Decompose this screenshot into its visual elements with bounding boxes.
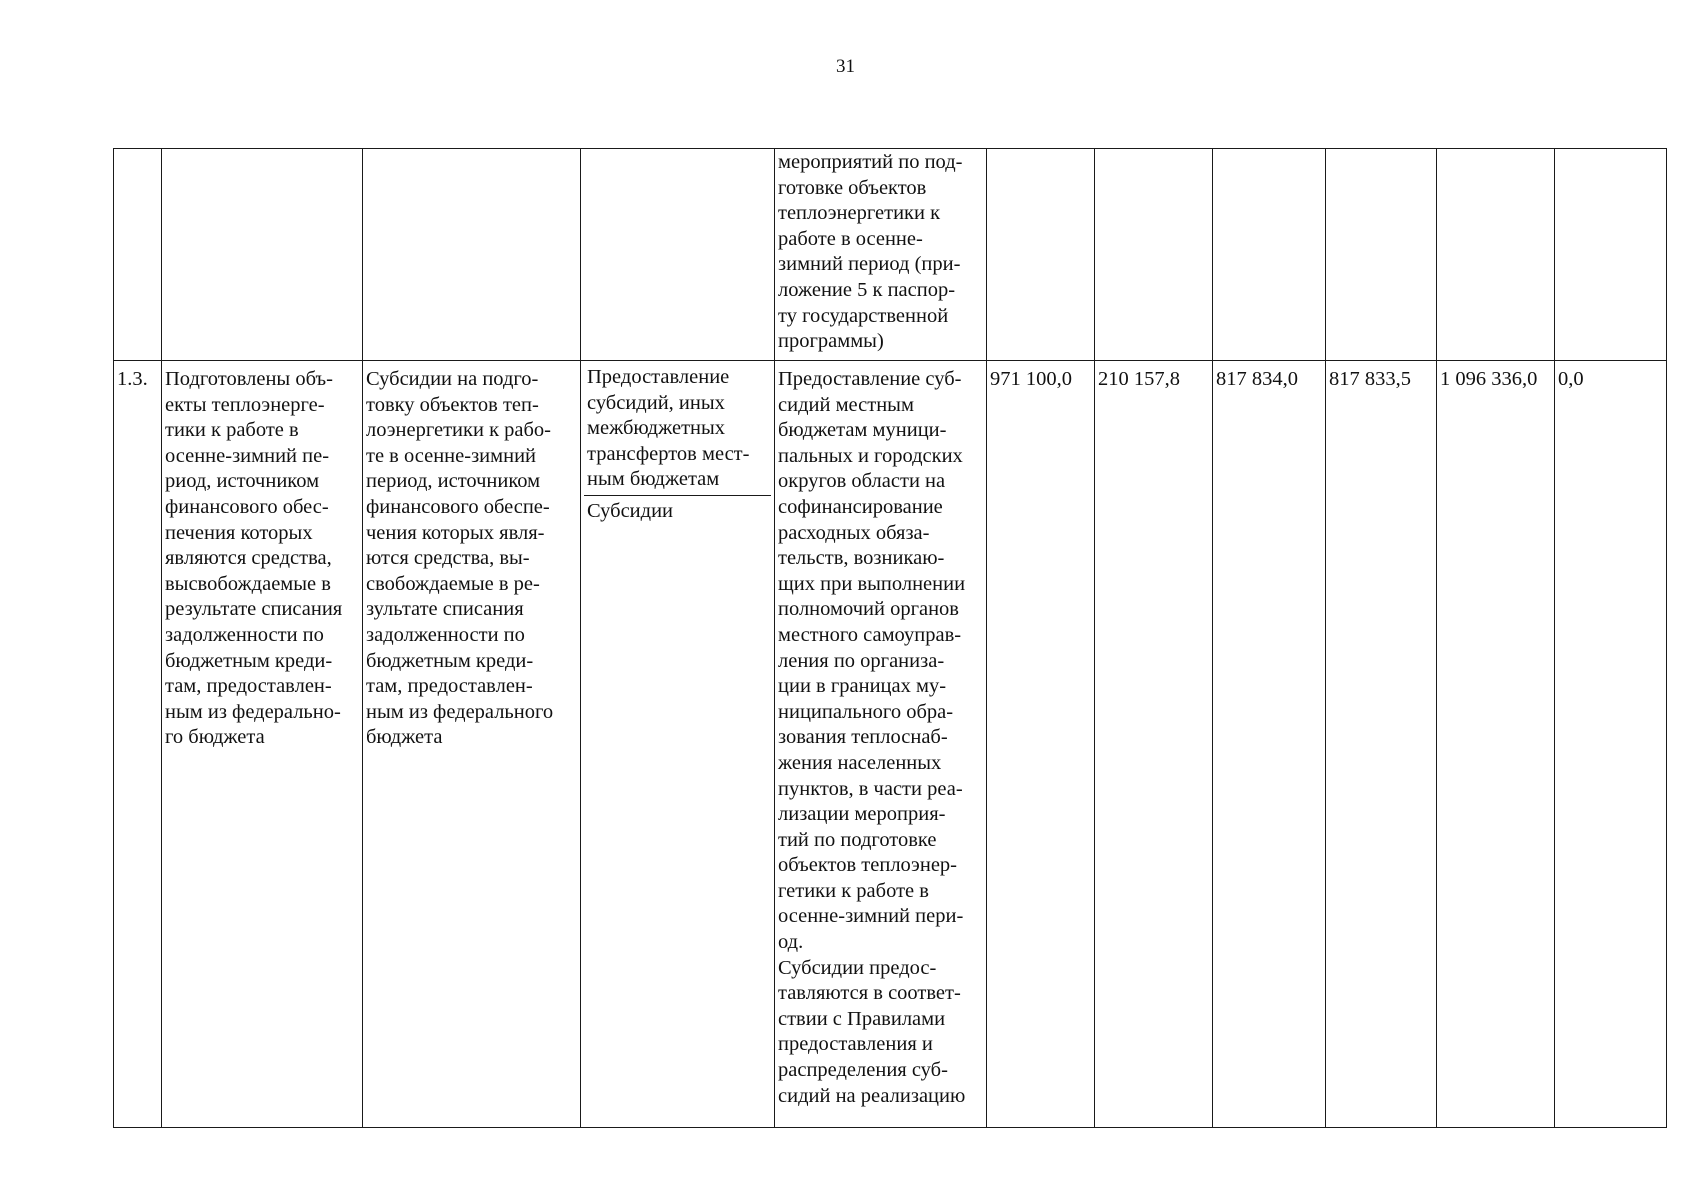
cell-type-bottom: Субсидии (587, 499, 674, 522)
cell-value: 817 833,5 (1326, 361, 1437, 1128)
cell-number (114, 149, 162, 361)
cell-value: 210 157,8 (1095, 361, 1213, 1128)
cell-name: Субсидии на подго- товку объектов теп- лоэнергетики к рабо- те в осенне-зимний период, источником финансового обеспе- чения которых явля- ются средства, вы- свобождаемые в ре- зультате списания задолженности по бюджетным креди- там, предоставлен- ным из федерального бюджета (363, 361, 581, 1128)
cell-description: Предоставление суб- сидий местным бюджетам муници- пальных и городских округов области на софинансирование расходных обяза- тельств, возникаю- щих при выполнении полномочий органов местного самоуправ- ления по организа- ции в границах му- ниципального обра- зования теплоснаб- жения населенных пунктов, в части реа- лизации мероприя- тий по подготовке объектов теплоэнер- гетики к работе в осенне-зимний пери- од. Субсидии предос- тавляются в соответ- ствии с Правилами предоставления и распределения суб- сидий на реализацию (775, 361, 987, 1128)
cell-value (1213, 149, 1326, 361)
cell-type (581, 149, 775, 361)
page-number: 31 (836, 56, 855, 77)
table-row-continuation (114, 149, 1667, 361)
cell-value: 1 096 336,0 (1437, 361, 1555, 1128)
cell-description: мероприятий по под- готовке объектов теплоэнергетики к работе в осенне- зимний период (при- ложение 5 к паспор- ту государственной программы) (775, 149, 987, 361)
cell-type (581, 361, 775, 1128)
cell-type-top: Предоставление субсидий, иных межбюджетных трансфертов мест- ным бюджетам (584, 362, 771, 496)
cell-value (1326, 149, 1437, 361)
cell-value: 817 834,0 (1213, 361, 1326, 1128)
cell-result (162, 149, 363, 361)
cell-value: 971 100,0 (987, 361, 1095, 1128)
cell-name (363, 149, 581, 361)
cell-number: 1.3. (114, 361, 162, 1128)
cell-value (1555, 149, 1667, 361)
cell-value (987, 149, 1095, 361)
program-table (113, 148, 1667, 1128)
cell-result: Подготовлены объ- екты теплоэнерге- тики к работе в осенне-зимний пе- риод, источником финансового обес- печения которых являются средства, высвобождаемые в результате списания задолженности по бюджетным креди- там, предоставлен- ным из федерально- го бюджета (162, 361, 363, 1128)
cell-value (1095, 149, 1213, 361)
cell-value (1437, 149, 1555, 361)
table-row-1-3 (114, 361, 1667, 1128)
cell-value: 0,0 (1555, 361, 1667, 1128)
